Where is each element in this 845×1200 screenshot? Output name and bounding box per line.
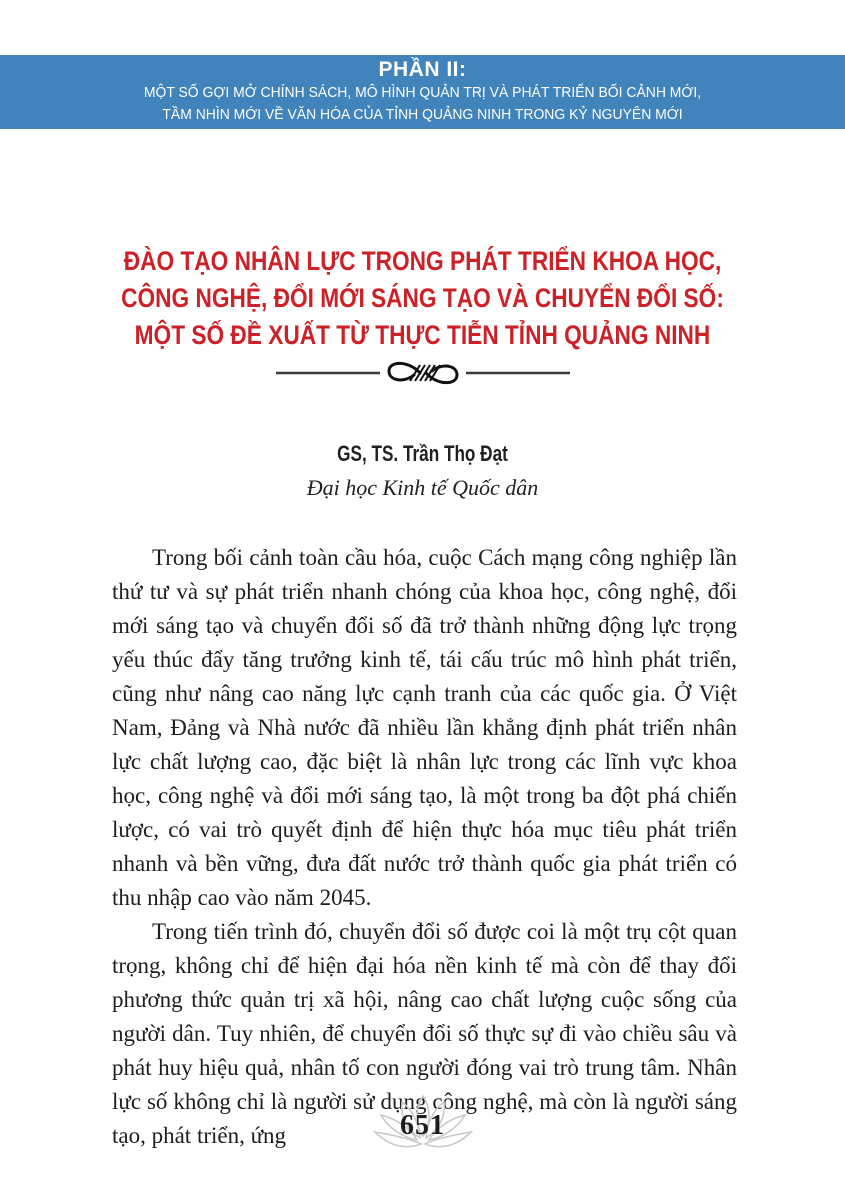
section-subtitle-line-1: MỘT SỐ GỢI MỞ CHÍNH SÁCH, MÔ HÌNH QUẢN TRỊ VÀ PHÁT TRIỂN BỐI CẢNH MỚI, bbox=[143, 84, 702, 101]
article-title-line-2: CÔNG NGHỆ, ĐỔI MỚI SÁNG TẠO VÀ CHUYỂN ĐỔI SỐ: bbox=[121, 283, 724, 313]
author-name: GS, TS. Trần Thọ Đạt bbox=[337, 441, 508, 466]
body-paragraph-1: Trong bối cảnh toàn cầu hóa, cuộc Cách mạng công nghiệp lần thứ tư và sự phát triển nhanh chóng của khoa học, công nghệ, đổi mới sáng tạo và chuyển đổi số đã trở thành những động lực trọng yếu thúc đẩy tăng trưởng kinh tế, tái cấu trúc mô hình phát triển, cũng như nâng cao năng lực cạnh tranh của các quốc gia. Ở Việt Nam, Đảng và Nhà nước đã nhiều lần khẳng định phát triển nhân lực chất lượng cao, đặc biệt là nhân lực trong các lĩnh vực khoa học, công nghệ và đổi mới sáng tạo, là một trong ba đột phá chiến lược, có vai trò quyết định để hiện thực hóa mục tiêu phát triển nhanh và bền vững, đưa đất nước trở thành quốc gia phát triển có thu nhập cao vào năm 2045. bbox=[112, 545, 737, 910]
article-body bbox=[112, 541, 737, 1153]
article-title-line-1: ĐÀO TẠO NHÂN LỰC TRONG PHÁT TRIỂN KHOA HỌC, bbox=[123, 246, 722, 276]
body-paragraph-2: Trong tiến trình đó, chuyển đổi số được coi là một trụ cột quan trọng, không chỉ để hiện đại hóa nền kinh tế mà còn để thay đổi phương thức quản trị xã hội, nâng cao chất lượng cuộc sống của người dân. Tuy nhiên, để chuyển đổi số thực sự đi vào chiều sâu và phát huy hiệu quả, nhân tố con người đóng vai trò trung tâm. Nhân lực số không chỉ là người sử dụng công nghệ, mà còn là người sáng tạo, phát triển, ứng bbox=[112, 919, 737, 1148]
page-number: 651 bbox=[400, 1110, 445, 1141]
article-title-line-3: MỘT SỐ ĐỀ XUẤT TỪ THỰC TIỄN TỈNH QUẢNG NINH bbox=[134, 320, 711, 350]
author-affiliation: Đại học Kinh tế Quốc dân bbox=[306, 475, 539, 500]
section-header-band bbox=[0, 55, 845, 129]
page-footer bbox=[0, 1094, 845, 1160]
part-label: PHẦN II: bbox=[378, 58, 467, 81]
ornament-divider-icon bbox=[0, 358, 845, 393]
article-title bbox=[0, 243, 845, 354]
section-subtitle-line-2: TẦM NHÌN MỚI VỀ VĂN HÓA CỦA TỈNH QUẢNG NINH TRONG KỶ NGUYÊN MỚI bbox=[162, 106, 683, 123]
